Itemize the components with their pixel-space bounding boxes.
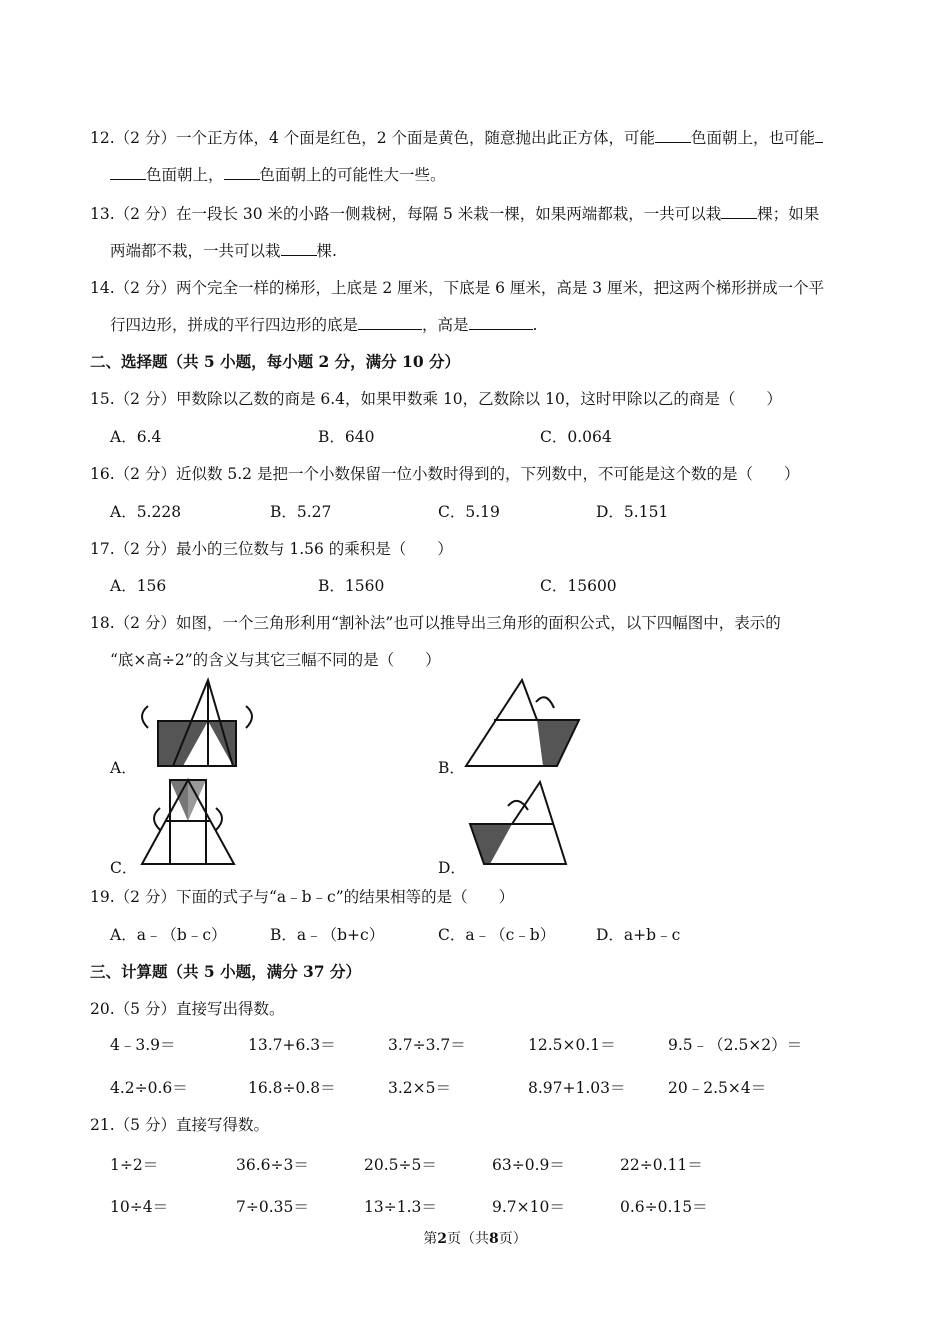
option-a[interactable]: A．156 (110, 577, 167, 595)
math-item[interactable]: 63÷0.9＝ (492, 1156, 565, 1174)
math-item[interactable]: 3.7÷3.7＝ (388, 1036, 466, 1054)
page-footer: 第2页（共8页） (423, 1231, 527, 1247)
question-21: 21.（5 分）直接写得数。 (90, 1116, 269, 1134)
question-20: 20.（5 分）直接写出得数。 (90, 1000, 285, 1018)
q12-text: 12.（2 分）一个正方体，4 个面是红色，2 个面是黄色，随意抛出此正方体，可能 (90, 129, 656, 147)
answer-blank[interactable] (655, 128, 691, 143)
question-14-line1: 14.（2 分）两个完全一样的梯形，上底是 2 厘米，下底是 6 厘米，高是 3 厘米，把这两个梯形拼成一个平 (90, 279, 825, 297)
option-d[interactable]: D．a+b﹣c (596, 926, 681, 944)
math-item[interactable]: 0.6÷0.15＝ (620, 1198, 708, 1216)
math-item[interactable]: 8.97+1.03＝ (528, 1079, 626, 1097)
math-item[interactable]: 13÷1.3＝ (364, 1198, 437, 1216)
question-13-line2: 两端都不栽，一共可以栽 棵. (110, 242, 337, 260)
option-d[interactable]: D．5.151 (596, 503, 669, 521)
answer-blank[interactable] (110, 165, 146, 180)
option-c[interactable]: C．15600 (540, 577, 617, 595)
option-c[interactable]: C．5.19 (438, 503, 500, 521)
answer-blank[interactable] (815, 128, 823, 143)
option-a[interactable]: A．a﹣（b﹣c） (110, 926, 227, 944)
answer-blank[interactable] (281, 241, 317, 256)
math-item[interactable]: 9.5﹣（2.5×2）＝ (668, 1036, 803, 1054)
option-a[interactable]: A．5.228 (110, 503, 182, 521)
question-13-line1: 13.（2 分）在一段长 30 米的小路一侧栽树，每隔 5 米栽一棵，如果两端都栽，一共可以栽 棵；如果 (90, 205, 820, 223)
option-b[interactable]: B．a﹣（b+c） (270, 926, 385, 944)
option-b[interactable]: B．5.27 (270, 503, 332, 521)
question-19: 19.（2 分）下面的式子与“a﹣b﹣c”的结果相等的是（ ） (90, 888, 515, 906)
question-18-line2: “底×高÷2”的含义与其它三幅不同的是（ ） (110, 651, 441, 669)
answer-blank[interactable] (469, 315, 533, 330)
question-12-line2: 色面朝上， 色面朝上的可能性大一些。 (110, 163, 446, 185)
answer-blank[interactable] (721, 204, 757, 219)
option-c[interactable]: C．0.064 (540, 428, 612, 446)
math-item[interactable]: 10÷4＝ (110, 1198, 169, 1216)
question-16: 16.（2 分）近似数 5.2 是把一个小数保留一位小数时得到的，下列数中，不可能是这个数的是（ ） (90, 465, 800, 483)
figure-label-c[interactable]: C． (110, 859, 138, 877)
answer-blank[interactable] (358, 315, 422, 330)
figure-label-b[interactable]: B． (438, 759, 465, 777)
figure-c (128, 778, 248, 868)
math-item[interactable]: 13.7+6.3＝ (248, 1036, 336, 1054)
math-item[interactable]: 9.7×10＝ (492, 1198, 565, 1216)
figure-d (462, 778, 582, 868)
section-heading-choice: 二、选择题（共 5 小题，每小题 2 分，满分 10 分） (90, 352, 461, 371)
math-item[interactable]: 1÷2＝ (110, 1156, 159, 1174)
figure-a (128, 676, 268, 770)
math-item[interactable]: 3.2×5＝ (388, 1079, 451, 1097)
math-item[interactable]: 20﹣2.5×4＝ (668, 1079, 767, 1097)
figure-b (462, 676, 592, 770)
question-17: 17.（2 分）最小的三位数与 1.56 的乘积是（ ） (90, 540, 453, 558)
math-item[interactable]: 36.6÷3＝ (236, 1156, 309, 1174)
figure-label-a[interactable]: A． (110, 759, 137, 777)
question-14-line2: 行四边形，拼成的平行四边形的底是 ，高是 . (110, 316, 538, 334)
figure-label-d[interactable]: D． (438, 859, 466, 877)
answer-blank[interactable] (224, 165, 260, 180)
option-b[interactable]: B．640 (318, 428, 375, 446)
math-item[interactable]: 4﹣3.9＝ (110, 1036, 176, 1054)
math-item[interactable]: 12.5×0.1＝ (528, 1036, 616, 1054)
page-number: 2 (437, 1231, 447, 1247)
page-total: 8 (489, 1231, 499, 1247)
question-18-line1: 18.（2 分）如图，一个三角形利用“割补法”也可以推导出三角形的面积公式，以下四幅图中，表示的 (90, 614, 781, 632)
option-b[interactable]: B．1560 (318, 577, 385, 595)
option-a[interactable]: A．6.4 (110, 428, 162, 446)
question-12-line1: 12.（2 分）一个正方体，4 个面是红色，2 个面是黄色，随意抛出此正方体，可能 色面朝上，也可能 (90, 126, 823, 148)
math-item[interactable]: 22÷0.11＝ (620, 1156, 703, 1174)
option-c[interactable]: C．a﹣（c﹣b） (438, 926, 556, 944)
math-item[interactable]: 16.8÷0.8＝ (248, 1079, 336, 1097)
question-15: 15.（2 分）甲数除以乙数的商是 6.4，如果甲数乘 10，乙数除以 10，这时甲除以乙的商是（ ） (90, 390, 782, 408)
math-item[interactable]: 4.2÷0.6＝ (110, 1079, 188, 1097)
math-item[interactable]: 20.5÷5＝ (364, 1156, 437, 1174)
section-heading-calc: 三、计算题（共 5 小题，满分 37 分） (90, 962, 361, 981)
math-item[interactable]: 7÷0.35＝ (236, 1198, 309, 1216)
